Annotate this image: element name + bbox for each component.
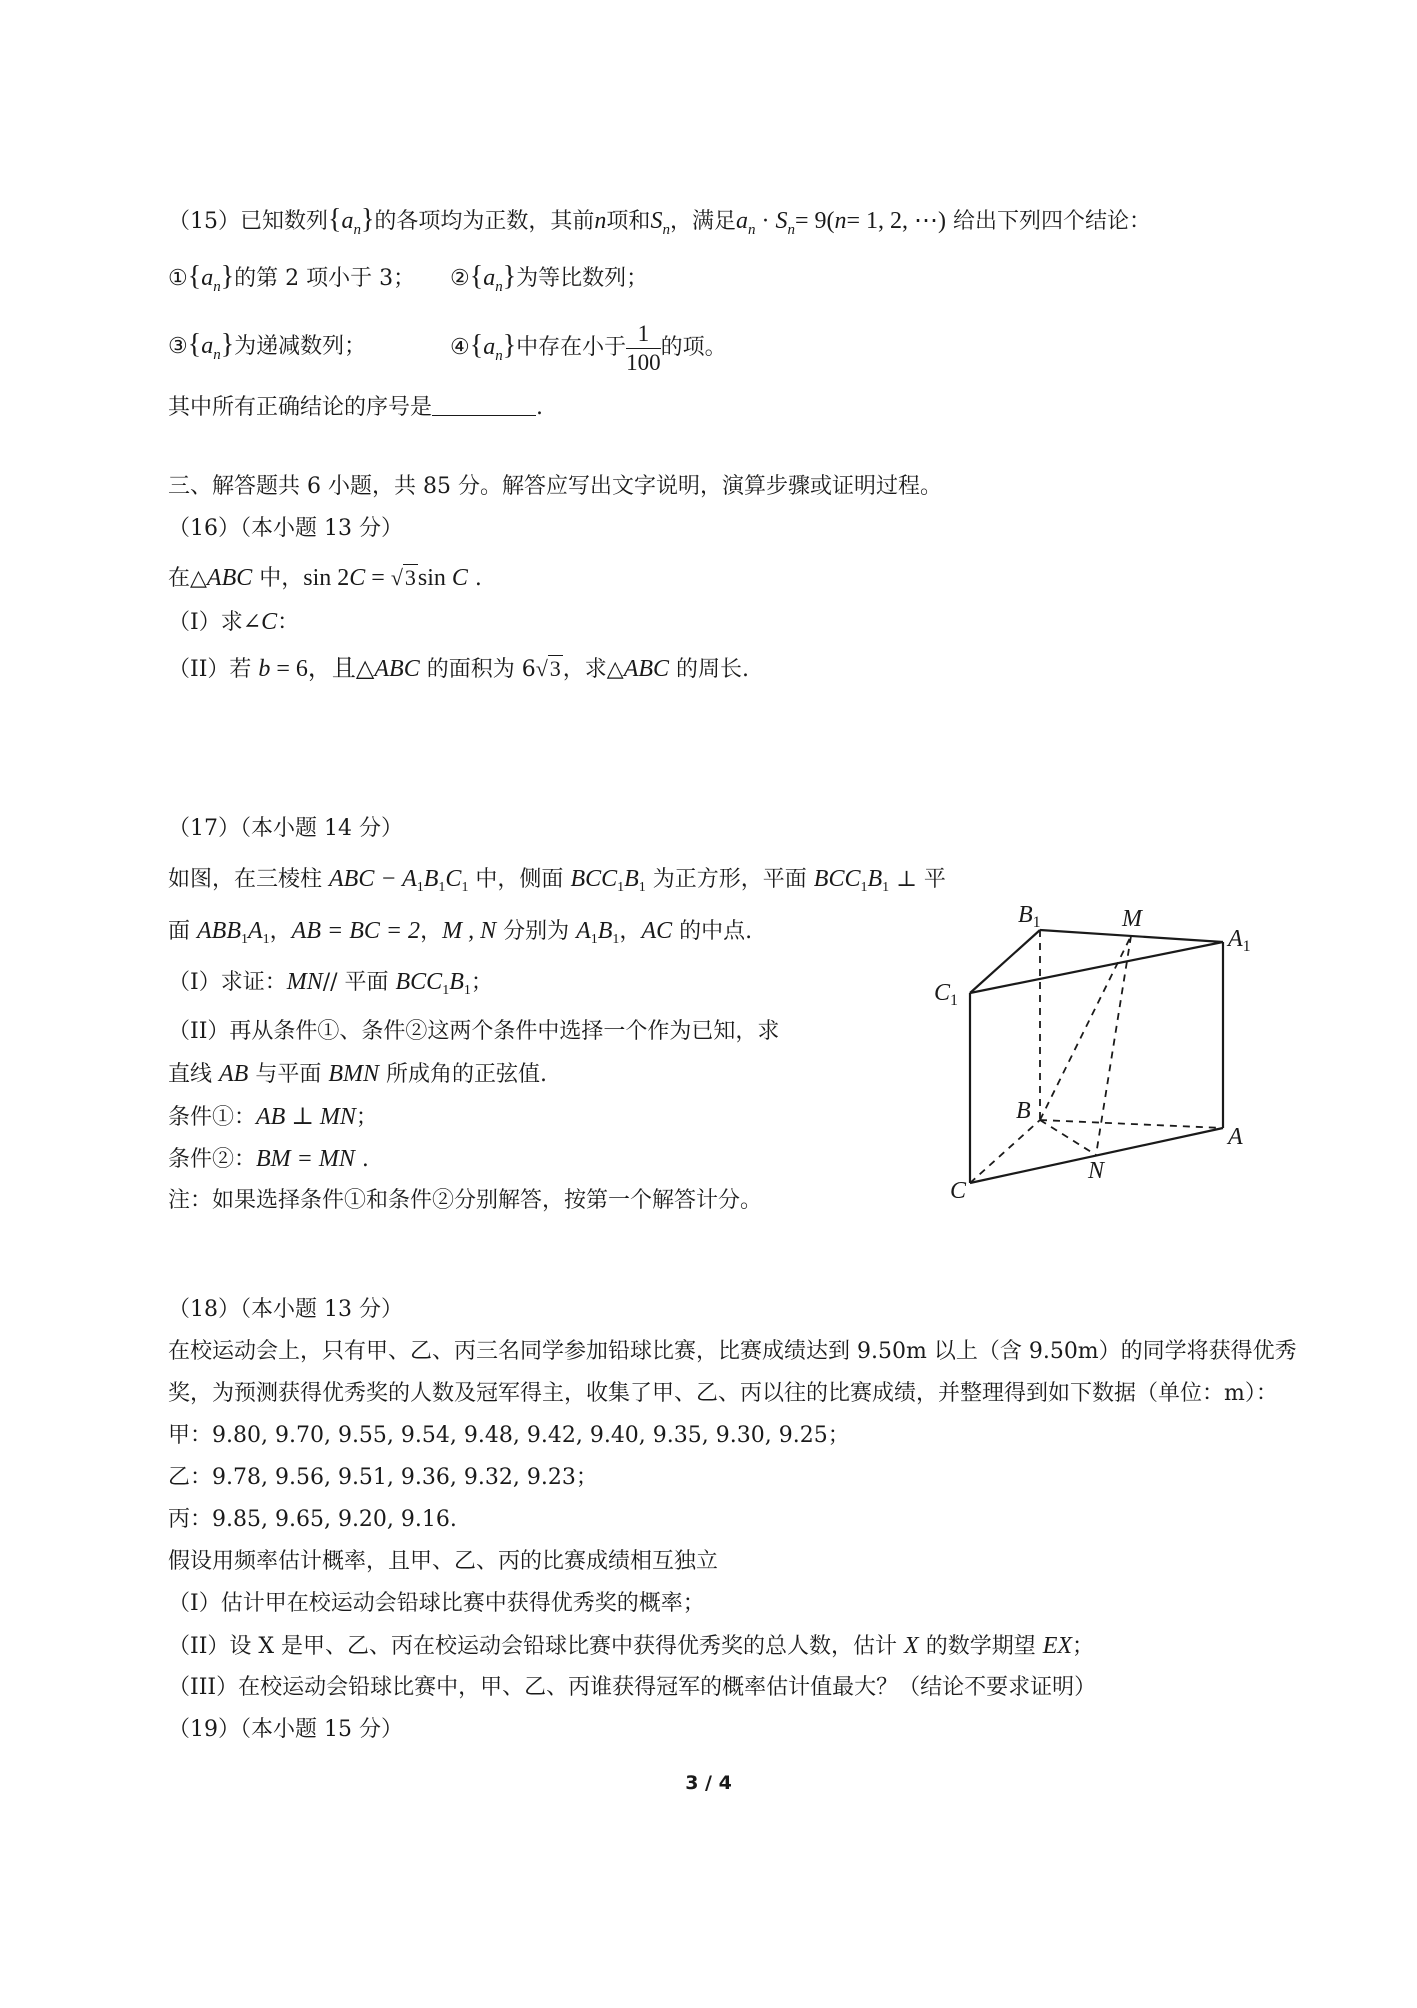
q18-part3: （III）在校运动会铅球比赛中，甲、乙、丙谁获得冠军的概率估计值最大？（结论不要求证明）: [168, 1675, 1097, 1700]
q17-condition-2: 条件②：BM = MN .: [168, 1146, 369, 1172]
q15-ask: 其中所有正确结论的序号是 .: [168, 395, 544, 420]
q16-part2: （II）若 b = 6，且△ABC 的面积为 6√3，求△ABC 的周长.: [168, 656, 750, 682]
q17-part2-line2: 直线 AB 与平面 BMN 所成角的正弦值.: [168, 1061, 547, 1087]
q18-stem-1: 在校运动会上，只有甲、乙、丙三名同学参加铅球比赛，比赛成绩达到 9.50m 以上（含 9.50m）的同学将获得优秀: [168, 1339, 1297, 1364]
q18-data-yi: 乙：9.78, 9.56, 9.51, 9.36, 9.32, 9.23；: [168, 1465, 598, 1490]
q17-condition-1: 条件①：AB ⊥ MN；: [168, 1104, 378, 1130]
segment-b-m: [1040, 936, 1131, 1120]
label-m: M: [1122, 906, 1142, 932]
prism-figure: [930, 900, 1270, 1220]
q18-data-jia: 甲：9.80, 9.70, 9.55, 9.54, 9.48, 9.42, 9.40, 9.35, 9.30, 9.25；: [168, 1423, 850, 1448]
q15-option-4: $④\{a_n\}$中存在小于 $\frac{1}{100}$ 的项。: [450, 320, 727, 375]
segment-b-n: [1040, 1120, 1096, 1155]
label-b: B: [1016, 1098, 1031, 1124]
segment-m-n: [1096, 936, 1131, 1155]
q15-option-1: $①\{a_n\}$的第 2 项小于 3；: [168, 261, 416, 295]
label-c1: $C_1$: [934, 980, 959, 1009]
q15-option-2: $②\{a_n\}$为等比数列；: [450, 261, 649, 295]
q19-header: （19）（本小题 15 分）: [168, 1717, 403, 1742]
q17-stem-2: 面 $ABB_1A_1$，AB = BC = 2，M , N 分别为 $A_1B_1$，AC 的中点.: [168, 918, 753, 947]
label-c: C: [950, 1178, 967, 1204]
q17-stem-1: 如图，在三棱柱 ABC − $A_1B_1C_1$ 中，侧面 $BCC_1B_1$ 为正方形，平面 $BCC_1B_1$ ⊥ 平: [168, 866, 946, 895]
q16-stem: 在△ABC 中，sin 2C = √3sin C .: [168, 565, 482, 591]
edge-c-b: [970, 1120, 1040, 1183]
label-n: N: [1088, 1158, 1105, 1184]
q15-option-3: $③\{a_n\}$为递减数列；: [168, 329, 367, 363]
edge-c1-a1: [970, 942, 1223, 993]
label-a: A: [1228, 1124, 1243, 1150]
answer-blank: [432, 395, 536, 416]
section3-heading: 三、解答题共 6 小题，共 85 分。解答应写出文字说明，演算步骤或证明过程。: [168, 474, 942, 499]
q18-part1: （I）估计甲在校运动会铅球比赛中获得优秀奖的概率；: [168, 1591, 705, 1616]
q18-header: （18）（本小题 13 分）: [168, 1297, 403, 1322]
q17-note: 注：如果选择条件①和条件②分别解答，按第一个解答计分。: [168, 1188, 763, 1213]
edge-c1-b1: [970, 930, 1040, 993]
prism-solid-edges: [970, 930, 1223, 1183]
q16-part1: （I）求∠C：: [168, 609, 300, 635]
q18-assume: 假设用频率估计概率，且甲、乙、丙的比赛成绩相互独立: [168, 1549, 719, 1574]
q15-stem: （15）已知数列$\{a_n\}$的各项均为正数，其前n项和$S_n$，满足$a_n \cdot S_n= 9(n= 1$, 2, ⋯) 给出下列四个结论：: [168, 204, 1152, 238]
q17-part2-line1: （II）再从条件①、条件②这两个条件中选择一个作为已知，求: [168, 1019, 780, 1044]
page-number: 3 / 4: [685, 1772, 732, 1794]
label-a1: $A_1$: [1228, 926, 1251, 955]
edge-b-a: [1040, 1120, 1223, 1128]
q17-header: （17）（本小题 14 分）: [168, 816, 403, 841]
q17-part1: （I）求证：MN// 平面 $BCC_1B_1$；: [168, 969, 493, 998]
q16-header: （16）（本小题 13 分）: [168, 516, 403, 541]
q18-stem-2: 奖，为预测获得优秀奖的人数及冠军得主，收集了甲、乙、丙以往的比赛成绩，并整理得到如下数据（单位：m）：: [168, 1381, 1278, 1406]
fraction-1-100: $\frac{1}{100}$: [626, 320, 661, 375]
q18-part2: （II）设 X 是甲、乙、丙在校运动会铅球比赛中获得优秀奖的总人数，估计 X 的数学期望 EX；: [168, 1633, 1095, 1659]
label-b1: $B_1$: [1018, 902, 1041, 931]
q18-data-bing: 丙：9.85, 9.65, 9.20, 9.16.: [168, 1507, 457, 1532]
